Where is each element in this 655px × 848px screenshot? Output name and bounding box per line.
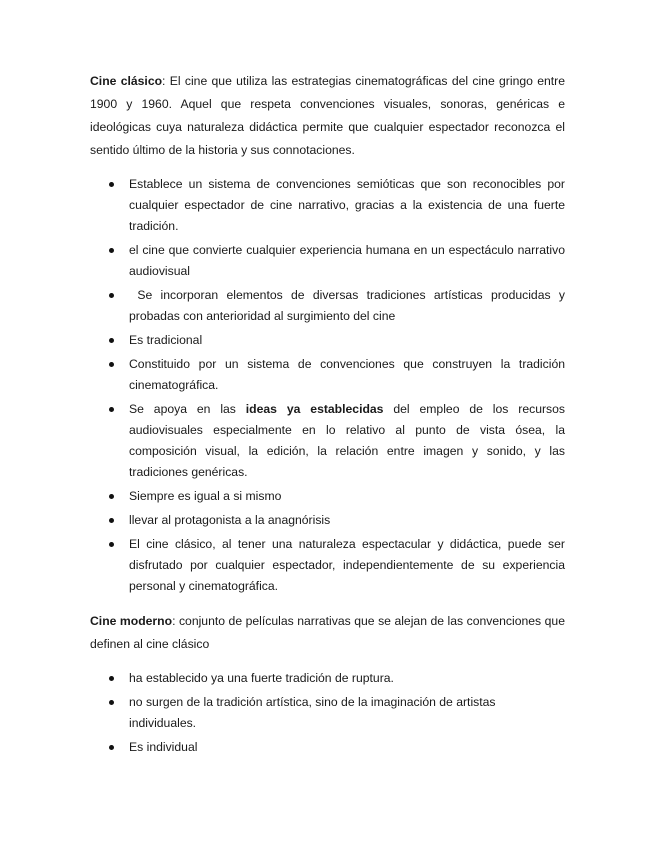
bullet-icon	[109, 293, 114, 298]
list-item: Siempre es igual a si mismo	[90, 486, 565, 507]
cine-moderno-definition: : conjunto de películas narrativas que se alejan de las convenciones que definen al cine clásico	[90, 614, 565, 651]
bullet-icon	[109, 248, 114, 253]
bullet-icon	[109, 182, 114, 187]
cine-clasico-term: Cine clásico	[90, 74, 163, 88]
bullet-icon	[109, 407, 114, 412]
list-item: Constituido por un sistema de convenciones que construyen la tradición cinematográfica.	[90, 354, 565, 396]
cine-clasico-list	[90, 174, 569, 597]
cine-clasico-paragraph	[90, 70, 565, 162]
list-item: llevar al protagonista a la anagnórisis	[90, 510, 565, 531]
list-item: ha establecido ya una fuerte tradición de ruptura.	[90, 668, 565, 689]
bullet-icon	[109, 362, 114, 367]
list-item: Se incorporan elementos de diversas tradiciones artísticas producidas y probadas con anterioridad al surgimiento del cine	[90, 285, 565, 327]
list-item: no surgen de la tradición artística, sino de la imaginación de artistas individuales.	[90, 692, 565, 734]
list-item: Se apoya en las ideas ya establecidas del empleo de los recursos audiovisuales especialmente en lo relativo al punto de vista ósea, la composición visual, la edición, la relación entre imagen y sonido, y las tradiciones genéricas.	[90, 399, 565, 483]
bullet-icon	[109, 700, 114, 705]
bullet-icon	[109, 676, 114, 681]
bullet-icon	[109, 745, 114, 750]
cine-clasico-definition: : El cine que utiliza las estrategias cinematográficas del cine gringo entre 1900 y 1960. Aquel que respeta convenciones visuales, sonoras, genéricas e ideológicas cuya naturaleza didáctica permite que cualquier espectador reconozca el sentido último de la historia y sus connotaciones.	[90, 74, 565, 157]
bold-phrase: ideas ya establecidas	[245, 402, 384, 416]
list-item: el cine que convierte cualquier experiencia humana en un espectáculo narrativo audiovisual	[90, 240, 565, 282]
bullet-icon	[109, 338, 114, 343]
list-item: Es individual	[90, 737, 565, 758]
list-item: El cine clásico, al tener una naturaleza espectacular y didáctica, puede ser disfrutado por cualquier espectador, independientemente de su experiencia personal y cinematográfica.	[90, 534, 565, 597]
cine-moderno-list	[90, 668, 565, 758]
list-item: Establece un sistema de convenciones semióticas que son reconocibles por cualquier espectador de cine narrativo, gracias a la existencia de una fuerte tradición.	[90, 174, 565, 237]
cine-moderno-paragraph	[90, 610, 565, 656]
list-item: Es tradicional	[90, 330, 565, 351]
cine-moderno-term: Cine moderno	[90, 614, 173, 628]
bullet-icon	[109, 518, 114, 523]
bullet-icon	[109, 542, 114, 547]
bullet-icon	[109, 494, 114, 499]
